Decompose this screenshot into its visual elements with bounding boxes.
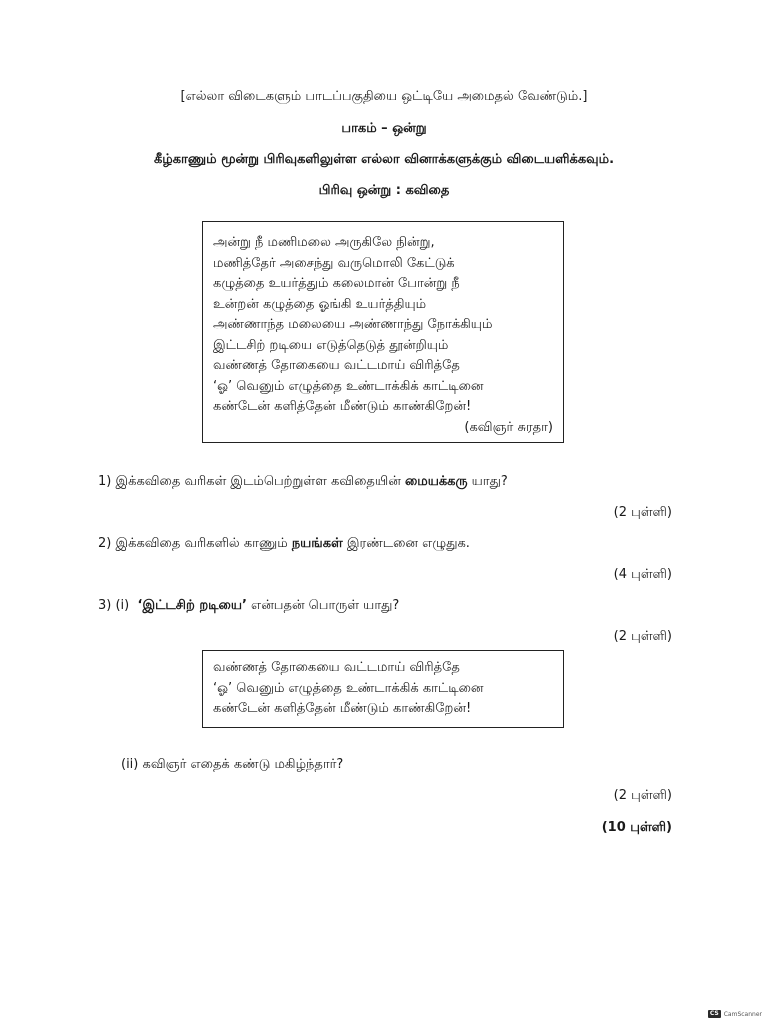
question-number: (ii): [121, 757, 139, 772]
question-keyword: நயங்கள்: [291, 536, 343, 551]
question-3-i-marks: (2 புள்ளி): [613, 629, 672, 644]
answer-directive: கீழ்காணும் மூன்று பிரிவுகளிலுள்ள எல்லா வினாக்களுக்கும் விடையளிக்கவும்.: [153, 152, 615, 167]
question-3-i: [98, 597, 399, 615]
general-instruction: [எல்லா விடைகளும் பாடப்பகுதியை ஒட்டியே அமைதல் வேண்டும்.]: [180, 89, 588, 104]
question-1: [98, 473, 508, 491]
question-keyword: ‘இட்டசிற் றடியை’: [137, 598, 247, 613]
poem-line: இட்டசிற் றடியை எடுத்தெடுத் தூன்றியும்: [213, 337, 449, 353]
excerpt-line: வண்ணத் தோகையை வட்டமாய் விரித்தே: [213, 660, 460, 675]
question-2: [98, 535, 470, 553]
section-heading: பிரிவு ஒன்று : கவிதை: [318, 183, 450, 198]
poem-line: வண்ணத் தோகையை வட்டமாய் விரித்தே: [213, 358, 460, 373]
poem-line: கண்டேன் களித்தேன் மீண்டும் காண்கிறேன்!: [213, 399, 472, 414]
poem-line: ‘ஓ’ வெனும் எழுத்தை உண்டாக்கிக் காட்டினை: [213, 378, 484, 394]
excerpt-box: [202, 650, 564, 728]
question-number: 2): [98, 536, 112, 551]
total-marks: (10 புள்ளி): [601, 820, 672, 835]
scanner-watermark-text: CamScanner: [723, 1010, 762, 1018]
question-number: 1): [98, 474, 112, 489]
question-keyword: மையக்கரு: [404, 474, 468, 489]
poem-box: [202, 221, 564, 443]
question-number: 3) (i): [98, 598, 130, 613]
poem-line: மணித்தேர் அசைந்து வருமொலி கேட்டுக்: [213, 255, 455, 271]
poem-line: உன்றன் கழுத்தை ஓங்கி உயர்த்தியும்: [213, 296, 427, 312]
question-text: இக்கவிதை வரிகளில் காணும்: [115, 536, 292, 551]
scanner-watermark: [708, 1010, 762, 1018]
excerpt-line: கண்டேன் களித்தேன் மீண்டும் காண்கிறேன்!: [213, 701, 472, 716]
part-heading: பாகம் – ஒன்று: [341, 121, 427, 136]
poem-line: அன்று நீ மணிமலை அருகிலே நின்று,: [213, 235, 435, 250]
scanner-logo-icon: CS: [708, 1010, 721, 1018]
question-2-marks: (4 புள்ளி): [613, 567, 672, 582]
poem-line: கழுத்தை உயர்த்தும் கலைமான் போன்று நீ: [213, 276, 460, 291]
question-1-marks: (2 புள்ளி): [613, 505, 672, 520]
question-text: இக்கவிதை வரிகள் இடம்பெற்றுள்ள கவிதையின்: [115, 474, 405, 489]
question-3-ii: [121, 756, 343, 774]
question-3-ii-marks: (2 புள்ளி): [613, 788, 672, 803]
question-text: என்பதன் பொருள் யாது?: [246, 598, 400, 613]
excerpt-line: ‘ஓ’ வெனும் எழுத்தை உண்டாக்கிக் காட்டினை: [213, 680, 484, 696]
question-text: கவிஞர் எதைக் கண்டு மகிழ்ந்தார்?: [142, 757, 344, 772]
poem-attribution: (கவிஞர் சுரதா): [464, 419, 553, 435]
poem-line: அண்ணாந்த மலையை அண்ணாந்து நோக்கியும்: [213, 317, 493, 332]
question-text: யாது?: [467, 474, 508, 489]
question-text: இரண்டனை எழுதுக.: [342, 536, 470, 551]
